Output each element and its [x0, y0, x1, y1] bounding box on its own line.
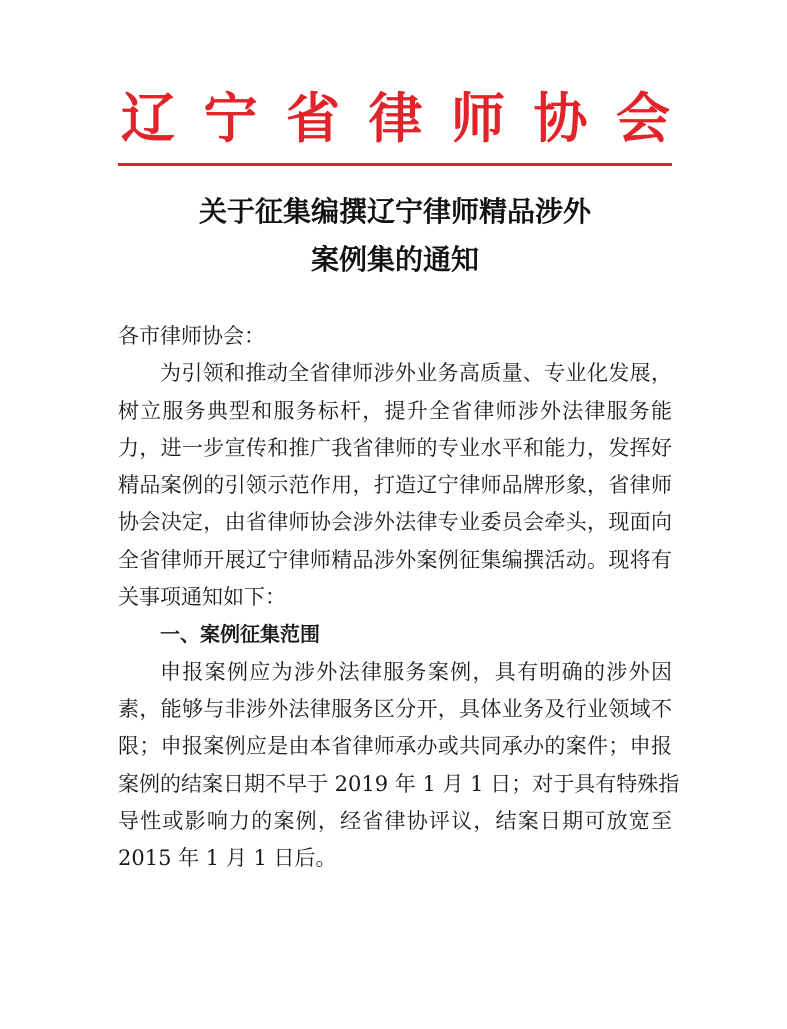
letterhead-char: 宁: [203, 86, 258, 150]
letterhead-char: 律: [368, 86, 423, 150]
paragraph-line: 案例的结案日期不早于 2019 年 1 月 1 日；对于具有特殊指: [118, 771, 680, 796]
letterhead-char: 师: [451, 86, 505, 150]
notice-body: [118, 318, 680, 877]
paragraph-line: 力，进一步宣传和推广我省律师的专业水平和能力，发挥好: [118, 435, 672, 460]
paragraph-line: 全省律师开展辽宁律师精品涉外案例征集编撰活动。现将有: [118, 547, 672, 572]
notice-title-line: 案例集的通知: [310, 243, 479, 276]
paragraph-line: 2015 年 1 月 1 日后。: [118, 846, 337, 871]
section-heading: 一、案例征集范围: [160, 622, 320, 647]
letterhead-char: 省: [286, 86, 340, 150]
notice-title-line: 关于征集编撰辽宁律师精品涉外: [198, 195, 591, 228]
section-paragraph: [118, 654, 680, 878]
notice-title: [118, 188, 672, 284]
paragraph-line: 为引领和推动全省律师涉外业务高质量、专业化发展，: [160, 361, 672, 386]
paragraph-line: 协会决定，由省律师协会涉外法律专业委员会牵头，现面向: [118, 510, 672, 535]
paragraph-line: 申报案例应为涉外法律服务案例，具有明确的涉外因: [160, 659, 672, 684]
paragraph-line: 素，能够与非涉外法律服务区分开，具体业务及行业领域不: [118, 696, 672, 721]
paragraph-line: 关事项通知如下：: [118, 585, 286, 610]
paragraph-line: 树立服务典型和服务标杆，提升全省律师涉外法律服务能: [118, 398, 672, 423]
letterhead-char: 会: [616, 86, 670, 150]
letterhead-org-name: [118, 82, 673, 154]
salutation: 各市律师协会：: [118, 324, 265, 348]
paragraph-line: 精品案例的引领示范作用，打造辽宁律师品牌形象，省律师: [118, 473, 672, 498]
letterhead-divider: [118, 163, 672, 166]
letterhead-char: 辽: [121, 86, 175, 150]
paragraph-line: 限；申报案例应是由本省律师承办或共同承办的案件；申报: [118, 734, 672, 759]
intro-paragraph: [118, 355, 672, 616]
paragraph-line: 导性或影响力的案例，经省律协评议，结案日期可放宽至: [118, 808, 672, 833]
letterhead-char: 协: [533, 86, 588, 150]
